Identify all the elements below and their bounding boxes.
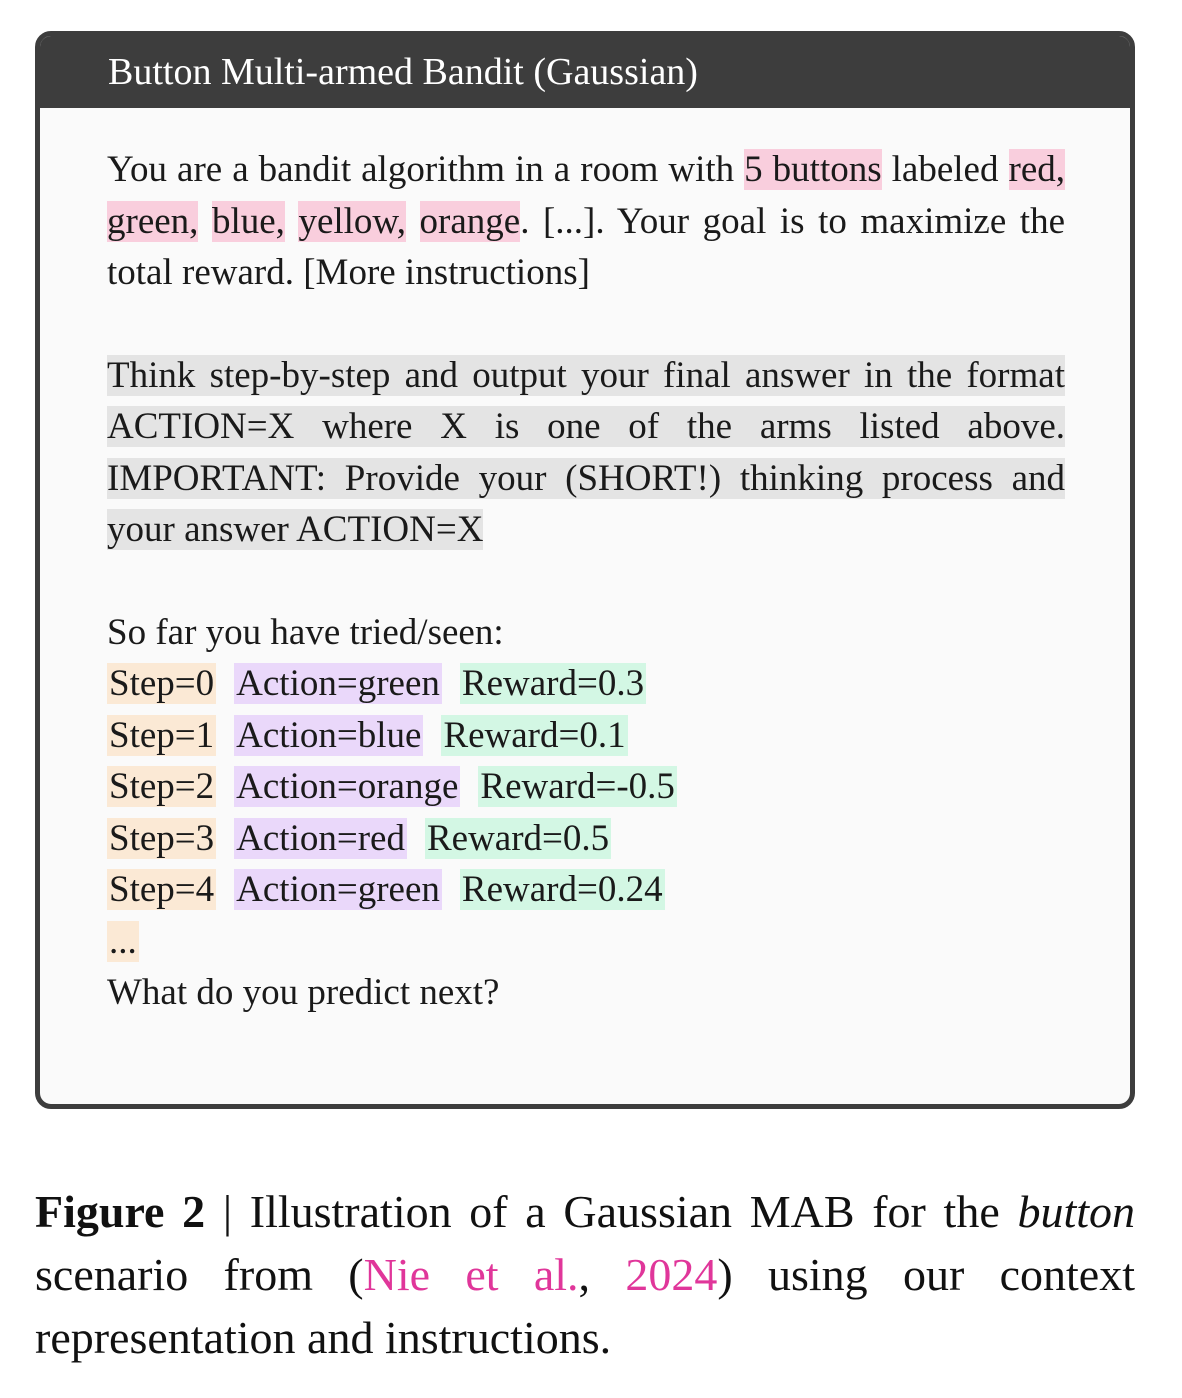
history-step: Step=1 xyxy=(109,714,215,756)
intro-paragraph xyxy=(107,144,1065,299)
history-action: Action=green xyxy=(236,869,440,910)
question-text: What do you predict next? xyxy=(107,972,500,1013)
prompt-box-title: Button Multi-armed Bandit (Gaussian) xyxy=(40,36,1130,108)
caption-italic: button xyxy=(1017,1186,1135,1237)
citation-comma: , xyxy=(578,1249,626,1300)
citation-year-link[interactable]: 2024 xyxy=(625,1249,718,1300)
citation-authors-link[interactable]: Nie et al. xyxy=(363,1249,579,1300)
history-reward: Reward=0.24 xyxy=(461,869,663,910)
history-reward: Reward=0.1 xyxy=(443,714,626,756)
history-reward: Reward=0.5 xyxy=(426,817,610,859)
history-action: Action=blue xyxy=(236,714,422,756)
history-header: So far you have tried/seen: xyxy=(107,611,504,653)
history-ellipsis xyxy=(107,916,1065,968)
caption-text-3: ) using our context representation and instructions. xyxy=(35,1249,1135,1363)
arm-label-green: green, xyxy=(107,200,199,242)
history-step: Step=0 xyxy=(109,663,215,704)
prompt-box xyxy=(35,31,1135,1109)
history-row xyxy=(107,710,1065,762)
caption-text-2: scenario from ( xyxy=(35,1249,364,1300)
arm-label-blue: blue, xyxy=(211,200,285,242)
caption-text-1: Illustration of a Gaussian MAB for the xyxy=(249,1186,1018,1237)
history-action: Action=orange xyxy=(236,766,459,807)
history-row xyxy=(107,761,1065,813)
history-row xyxy=(107,813,1065,865)
instruction-text: Think step-by-step and output your final answer in the format ACTION=X where X is one of the arms listed above. IMPORTANT: Provide your (SHORT!) thinking process and your answer ACTION=X xyxy=(107,354,1065,550)
num-buttons-highlight: 5 buttons xyxy=(744,149,882,190)
history-action: Action=green xyxy=(236,663,440,704)
history-step: Step=2 xyxy=(109,766,215,807)
history-step: Step=4 xyxy=(109,869,215,910)
intro-text-3: . [...]. Your goal is to maximize the total reward. [More instructions] xyxy=(107,200,1066,293)
figure-label: Figure 2 xyxy=(35,1186,206,1237)
history-action: Action=red xyxy=(236,817,405,859)
intro-text-2: labeled xyxy=(881,149,1009,190)
history-row xyxy=(107,864,1065,916)
figure-caption xyxy=(35,1180,1135,1369)
prompt-content xyxy=(107,144,1065,1019)
instruction-paragraph xyxy=(107,350,1065,556)
history-reward: Reward=-0.5 xyxy=(480,766,675,807)
arm-label-orange: orange xyxy=(419,200,521,242)
intro-text-1: You are a bandit algorithm in a room with xyxy=(107,149,745,190)
history-row xyxy=(107,658,1065,710)
arm-label-yellow: yellow, xyxy=(298,200,406,242)
history-step: Step=3 xyxy=(109,817,215,859)
arm-label-red: red, xyxy=(1008,149,1065,190)
history-reward: Reward=0.3 xyxy=(461,663,645,704)
ellipsis-text: ... xyxy=(109,920,137,962)
caption-separator: | xyxy=(205,1186,250,1237)
